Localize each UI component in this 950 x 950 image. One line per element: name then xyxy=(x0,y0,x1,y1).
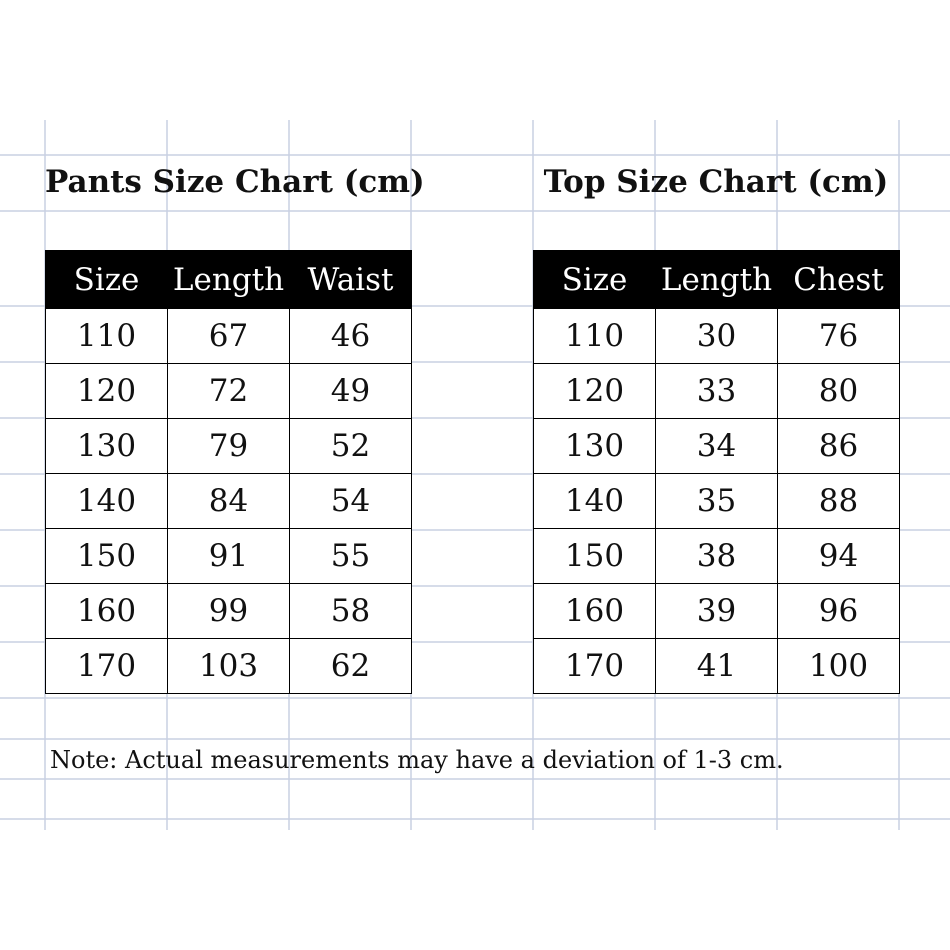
pants-header-waist: Waist xyxy=(290,251,412,309)
pants-cell-length: 67 xyxy=(168,309,290,364)
top-cell-length: 35 xyxy=(656,474,778,529)
pants-cell-waist: 54 xyxy=(290,474,412,529)
top-size-table xyxy=(533,250,900,694)
pants-cell-length: 91 xyxy=(168,529,290,584)
pants-cell-size: 120 xyxy=(46,364,168,419)
top-cell-length: 39 xyxy=(656,584,778,639)
pants-cell-waist: 58 xyxy=(290,584,412,639)
top-cell-chest: 86 xyxy=(778,419,900,474)
pants-cell-length: 72 xyxy=(168,364,290,419)
table-row xyxy=(534,474,900,529)
top-header-length: Length xyxy=(656,251,778,309)
table-row xyxy=(534,419,900,474)
top-cell-size: 140 xyxy=(534,474,656,529)
top-header-row xyxy=(534,251,900,309)
table-row xyxy=(46,584,412,639)
pants-cell-size: 160 xyxy=(46,584,168,639)
top-cell-length: 30 xyxy=(656,309,778,364)
table-row xyxy=(534,364,900,419)
pants-cell-length: 99 xyxy=(168,584,290,639)
top-cell-length: 33 xyxy=(656,364,778,419)
pants-header-row xyxy=(46,251,412,309)
pants-header-size: Size xyxy=(46,251,168,309)
pants-cell-length: 79 xyxy=(168,419,290,474)
top-cell-chest: 96 xyxy=(778,584,900,639)
top-cell-chest: 80 xyxy=(778,364,900,419)
top-cell-size: 160 xyxy=(534,584,656,639)
measurement-note: Note: Actual measurements may have a deviation of 1-3 cm. xyxy=(50,746,784,774)
table-row xyxy=(46,529,412,584)
table-row xyxy=(46,474,412,529)
pants-cell-size: 150 xyxy=(46,529,168,584)
top-cell-chest: 76 xyxy=(778,309,900,364)
pants-cell-waist: 46 xyxy=(290,309,412,364)
pants-cell-length: 103 xyxy=(168,639,290,694)
top-cell-size: 110 xyxy=(534,309,656,364)
pants-cell-waist: 55 xyxy=(290,529,412,584)
table-row xyxy=(534,584,900,639)
table-row xyxy=(534,639,900,694)
pants-chart-title: Pants Size Chart (cm) xyxy=(45,164,425,200)
top-header-chest: Chest xyxy=(778,251,900,309)
table-row xyxy=(46,419,412,474)
top-cell-size: 120 xyxy=(534,364,656,419)
top-cell-length: 41 xyxy=(656,639,778,694)
pants-cell-waist: 49 xyxy=(290,364,412,419)
table-row xyxy=(534,309,900,364)
top-chart-title: Top Size Chart (cm) xyxy=(543,164,889,200)
top-cell-size: 150 xyxy=(534,529,656,584)
top-cell-length: 34 xyxy=(656,419,778,474)
pants-cell-size: 130 xyxy=(46,419,168,474)
pants-header-length: Length xyxy=(168,251,290,309)
pants-cell-length: 84 xyxy=(168,474,290,529)
top-cell-chest: 88 xyxy=(778,474,900,529)
pants-cell-waist: 52 xyxy=(290,419,412,474)
table-row xyxy=(46,639,412,694)
pants-size-table xyxy=(45,250,412,694)
top-cell-chest: 100 xyxy=(778,639,900,694)
pants-cell-waist: 62 xyxy=(290,639,412,694)
table-row xyxy=(46,309,412,364)
top-cell-size: 130 xyxy=(534,419,656,474)
table-row xyxy=(46,364,412,419)
pants-cell-size: 170 xyxy=(46,639,168,694)
pants-cell-size: 140 xyxy=(46,474,168,529)
top-header-size: Size xyxy=(534,251,656,309)
top-cell-size: 170 xyxy=(534,639,656,694)
top-cell-chest: 94 xyxy=(778,529,900,584)
top-cell-length: 38 xyxy=(656,529,778,584)
pants-cell-size: 110 xyxy=(46,309,168,364)
table-row xyxy=(534,529,900,584)
